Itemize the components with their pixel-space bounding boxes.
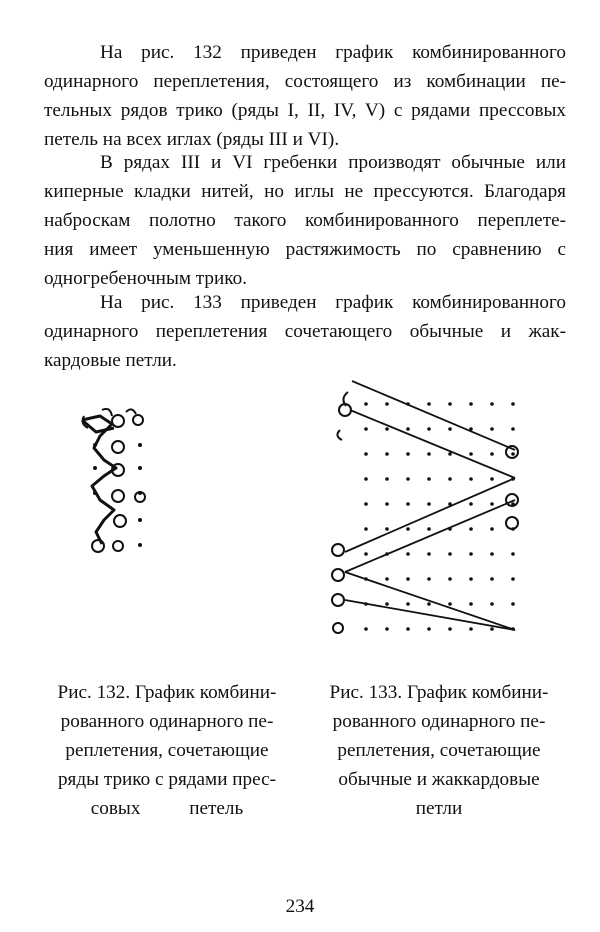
needle-dot (427, 502, 431, 506)
needle-dot (406, 577, 410, 581)
caption-line: рованного одинарного пе- (60, 711, 274, 732)
needle-dot (490, 552, 494, 556)
needle-dot (427, 602, 431, 606)
needle-dot (511, 577, 515, 581)
text-line: На рис. 133 приведен график комбинированного (100, 292, 566, 313)
caption-line: реплетения, сочетающие (337, 740, 541, 761)
needle-dot (448, 627, 452, 631)
needle-dot (448, 477, 452, 481)
text-line: одногребеночным трико. (44, 268, 248, 289)
needle-dot (469, 477, 473, 481)
needle-dot (427, 527, 431, 531)
needle-dot (406, 552, 410, 556)
needle-dot (427, 477, 431, 481)
loop-circles (332, 392, 518, 633)
needle-dot (448, 577, 452, 581)
needle-dot (469, 402, 473, 406)
text-line: На рис. 132 приведен график комбинированного (100, 42, 566, 63)
needle-dot (448, 602, 452, 606)
figure-133-caption (310, 678, 568, 823)
text-line: ния имеет уменьшенную растяжимость по сравнению с (44, 239, 566, 260)
needle-dot (490, 452, 494, 456)
yarn-lines (345, 381, 515, 630)
needle-dot (385, 502, 389, 506)
needle-dot (511, 452, 515, 456)
needle-dot (427, 627, 431, 631)
needle-dot (448, 402, 452, 406)
needle-dot (385, 477, 389, 481)
needle-dot (427, 427, 431, 431)
needle-dot (469, 602, 473, 606)
needle-dot-grid (364, 402, 515, 631)
needle-dot (490, 627, 494, 631)
caption-line: обычные и жаккардовые (338, 769, 540, 790)
text-line: тельных рядов трико (ряды I, II, IV, V) с рядами прессовых (44, 100, 566, 121)
needle-dot (448, 552, 452, 556)
needle-dot (469, 502, 473, 506)
needle-dot (406, 602, 410, 606)
needle-dot (427, 402, 431, 406)
figure-132-caption (36, 678, 298, 823)
caption-line: рованного одинарного пе- (332, 711, 546, 732)
needle-dot (406, 477, 410, 481)
needle-dot (406, 452, 410, 456)
text-line: петель на всех иглах (ряды III и VI). (44, 129, 340, 150)
needle-dot (406, 527, 410, 531)
needle-dot (490, 577, 494, 581)
needle-dot (385, 402, 389, 406)
needle-dot (469, 527, 473, 531)
text-line: киперные кладки нитей, но иглы не прессуются. Благодаря (44, 181, 566, 202)
needle-dot (364, 502, 368, 506)
needle-dot (469, 452, 473, 456)
needle-dot (385, 452, 389, 456)
caption-line: реплетения, сочетающие (65, 740, 269, 761)
needle-dot (364, 452, 368, 456)
needle-dot (364, 427, 368, 431)
text-line: кардовые петли. (44, 350, 177, 371)
needle-dot (364, 477, 368, 481)
needle-dot (385, 427, 389, 431)
text-line: одинарного переплетения, состоящего из комбинации пе- (44, 71, 566, 92)
needle-dot (490, 502, 494, 506)
needle-dot (427, 452, 431, 456)
needle-dot (490, 427, 494, 431)
caption-line: Рис. 133. График комбини- (329, 682, 549, 703)
needle-dot (385, 602, 389, 606)
needle-dot (406, 427, 410, 431)
needle-dot (511, 402, 515, 406)
needle-dot (448, 452, 452, 456)
needle-dot (364, 627, 368, 631)
needle-dot (511, 602, 515, 606)
needle-dot (469, 552, 473, 556)
needle-dot (385, 577, 389, 581)
needle-dot (364, 552, 368, 556)
needle-dot (469, 627, 473, 631)
needle-dot (469, 577, 473, 581)
needle-dot (490, 602, 494, 606)
needle-dot (406, 502, 410, 506)
needle-dot (490, 477, 494, 481)
needle-dot (385, 627, 389, 631)
needle-dot (448, 427, 452, 431)
needle-dot (364, 402, 368, 406)
needle-dot (364, 527, 368, 531)
caption-line: Рис. 132. График комбини- (57, 682, 277, 703)
caption-line: ряды трико с рядами прес- (57, 769, 277, 790)
caption-line: совых петель (90, 798, 244, 819)
needle-dot (427, 552, 431, 556)
needle-dot (490, 402, 494, 406)
needle-dot (490, 527, 494, 531)
needle-dot (427, 577, 431, 581)
text-line: В рядах III и VI гребенки производят обычные или (100, 152, 566, 173)
needle-dot (385, 527, 389, 531)
needle-dot (406, 627, 410, 631)
caption-line: петли (415, 798, 463, 819)
needle-dot (511, 427, 515, 431)
text-line: наброскам полотно такого комбинированного переплете- (44, 210, 566, 231)
page-number: 234 (285, 896, 315, 917)
needle-dot (511, 552, 515, 556)
text-line: одинарного переплетения сочетающего обычные и жак- (44, 321, 566, 342)
